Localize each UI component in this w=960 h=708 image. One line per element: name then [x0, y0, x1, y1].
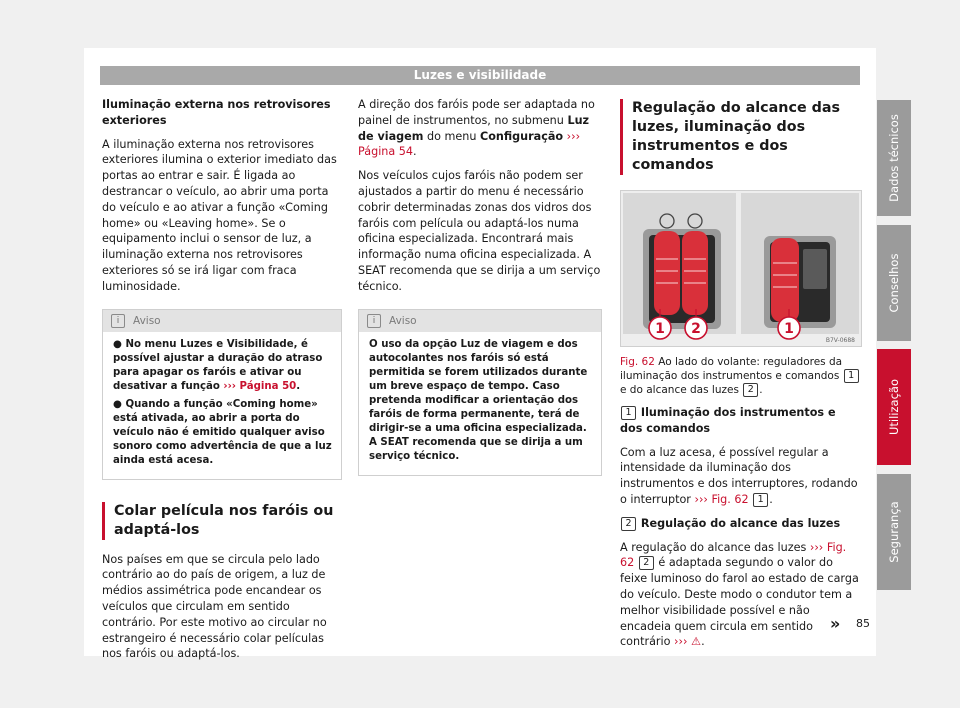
figure-label: Fig. 62 — [620, 356, 655, 368]
notice-bullet: ● No menu Luzes e Visibilidade, é possível ajustar a duração do atraso para apagar os faróis e ativar ou desativar a função ››› Página 50. — [113, 338, 323, 392]
paragraph-instrument-lighting: Com a luz acesa, é possível regular a intensidade da iluminação dos instrumentos e dos interruptores, rodando o interruptor ››› Fig. 62 1 . — [620, 445, 858, 506]
tab-seguranca[interactable]: Segurança — [877, 474, 911, 590]
number-badge: 1 — [844, 369, 859, 383]
figure-callout-1b: 1 — [784, 321, 794, 337]
notice-bullet: ● Quando a função «Coming home» está ativada, ao abrir a porta do veículo não é emitido qualquer aviso sonoro como advertência de que a luz ainda está acesa. — [113, 398, 332, 466]
figure-callout-1: 1 — [655, 321, 665, 337]
notice-body — [103, 332, 341, 479]
paragraph-headlight-film: Nos países em que se circula pelo lado contrário ao do país de origem, a luz de médios assimétrica pode encandear os veículos que circulam em sentido contrário. Por este motivo ao circular no estrangeiro é necessário colar películas nos faróis ou adaptá-los. — [102, 552, 327, 661]
notice-header — [359, 310, 601, 332]
number-badge: 2 — [639, 556, 654, 570]
info-icon: i — [111, 314, 125, 328]
tab-utilizacao[interactable]: Utilização — [877, 349, 911, 465]
page-link[interactable]: ››› Página 54 — [358, 129, 581, 159]
figure-callout-2: 2 — [691, 321, 701, 337]
dashboard-controls-illustration — [621, 191, 861, 346]
item-heading-range-control: 2 Regulação do alcance das luzes — [620, 516, 860, 532]
figure-62 — [620, 190, 862, 347]
notice-title: Aviso — [133, 314, 161, 327]
figure-caption: Fig. 62 Ao lado do volante: reguladores da iluminação dos instrumentos e comandos 1 e do alcance das luzes 2 . — [620, 355, 860, 397]
column-1 — [102, 97, 342, 670]
continue-marker: » — [830, 614, 841, 633]
section-heading-range-control: Regulação do alcance das luzes, iluminação dos instrumentos e dos comandos — [620, 99, 860, 175]
page-header: Luzes e visibilidade — [100, 66, 860, 85]
column-2 — [358, 97, 602, 498]
paragraph-headlight-workshop: Nos veículos cujos faróis não podem ser ajustados a partir do menu é necessário cobrir determinadas zonas dos vidros dos faróis com película ou adaptá-los numa oficina especializada. Encontrará mais informação numa oficina especializada. A SEAT recomenda que se dirija a um serviço técnico. — [358, 169, 601, 293]
page-number: 85 — [856, 617, 870, 630]
figure-link[interactable]: ››› Fig. 62 — [694, 492, 749, 506]
column-3 — [620, 97, 860, 658]
notice-box — [358, 309, 602, 476]
warning-link[interactable]: ››› ⚠ — [674, 635, 702, 649]
warning-icon: ⚠ — [691, 635, 702, 649]
number-badge: 1 — [621, 406, 636, 420]
figure-code: B7V-0688 — [825, 337, 855, 344]
number-badge: 2 — [621, 517, 636, 531]
paragraph-mirror-lighting: A iluminação externa nos retrovisores exteriores ilumina o exterior imediato das portas ao entrar e sair. É ligada ao destrancar o veículo, ao abrir uma porta do veículo e ao ativar a função «Coming home» ou «Leaving home». Se o equipamento inclui o sensor de luz, a iluminação externa nos retrovisores exteriores só se irá ligar com fraca luminosidade. — [102, 137, 337, 293]
subheading-mirror-lighting: Iluminação externa nos retrovisores exteriores — [102, 98, 331, 127]
page-link[interactable]: ››› Página 50 — [223, 380, 297, 392]
notice-header — [103, 310, 341, 332]
notice-box — [102, 309, 342, 480]
paragraph-headlight-menu: A direção dos faróis pode ser adaptada no painel de instrumentos, no submenu Luz de viagem do menu Configuração ››› Página 54. — [358, 98, 595, 159]
tab-dados-tecnicos[interactable]: Dados técnicos — [877, 100, 911, 216]
paragraph-range-control: A regulação do alcance das luzes ››› Fig. 62 2 é adaptada segundo o valor do feixe luminoso do farol ao estado de carga do veículo. Deste modo o condutor tem a melhor visibilidade possível e não encadeia quem circula em sentido contrário ››› ⚠. — [620, 540, 859, 649]
figure-link[interactable]: ››› Fig. 62 — [620, 540, 847, 570]
notice-body: O uso da opção Luz de viagem e dos autocolantes nos faróis só está permitida se forem utilizados durante um breve espaço de tempo. Caso pretenda modificar a orientação dos faróis de forma permanente, terá de dirigir-se a uma oficina especializada. A SEAT recomenda que se dirija a um serviço técnico. — [369, 338, 588, 462]
tab-conselhos[interactable]: Conselhos — [877, 225, 911, 341]
section-heading-headlight-film: Colar película nos faróis ou adaptá-los — [102, 502, 342, 540]
item-heading-instrument-lighting: 1 Iluminação dos instrumentos e dos comandos — [620, 406, 836, 435]
number-badge: 2 — [743, 383, 758, 397]
notice-title: Aviso — [389, 314, 417, 327]
number-badge: 1 — [753, 493, 768, 507]
info-icon: i — [367, 314, 381, 328]
